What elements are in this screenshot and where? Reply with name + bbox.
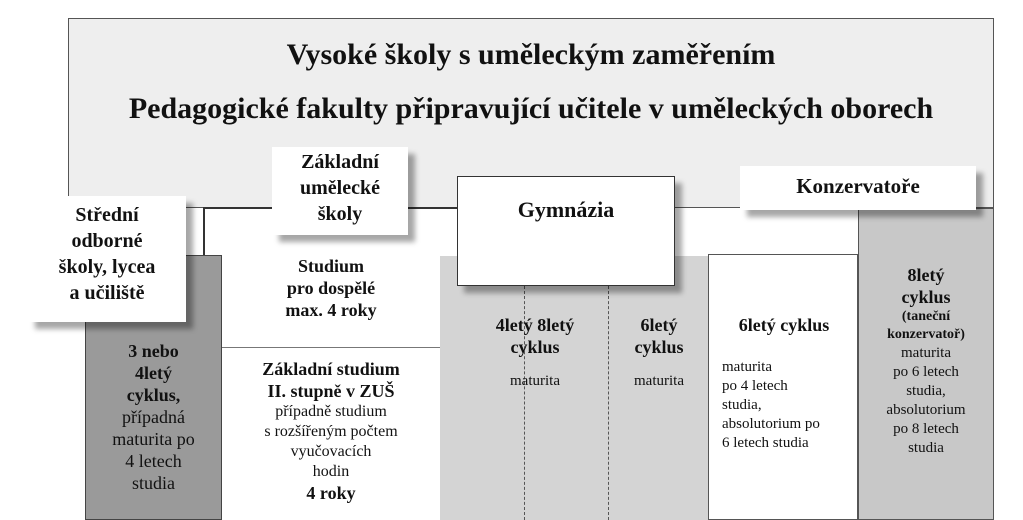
title-pedagogical-faculties: Pedagogické fakulty připravující učitele v uměleckých oborech — [128, 92, 934, 125]
gymnazia-6let: 6letý cyklus maturita — [634, 315, 684, 389]
konzervator-6let-text: maturita po 4 letech studia, absolutorium po 6 letech studia — [722, 359, 820, 451]
title-universities: Vysoké školy s uměleckým zaměřením — [286, 38, 776, 71]
zus-separator — [222, 347, 440, 348]
zus-basic-study: Základní studium II. stupně v ZUŠ případně studium s rozšířeným počtem vyučovacích hodin 4 roky — [262, 359, 400, 503]
zus-label: Základní umělecké školy — [272, 147, 408, 235]
connector-line-vertical — [203, 207, 205, 255]
zus-adult-study: Studium pro dospělé max. 4 roky — [285, 256, 377, 320]
konzervatore-label: Konzervatoře — [740, 166, 976, 210]
gymnazia-label: Gymnázia — [457, 176, 675, 286]
sos-label: Střední odborné školy, lycea a učiliště — [28, 196, 186, 322]
sos-cycle: 3 nebo 4letý cyklus, případná maturita po 4 letech studia — [112, 341, 195, 493]
konzervator-8let: 8letý cyklus (taneční konzervatoř) maturita po 6 letech studia, absolutorium po 8 letech studia — [886, 265, 966, 456]
konzervator-6let-title: 6letý cyklus — [738, 315, 830, 335]
gymnazia-4-8let: 4letý 8letý cyklus maturita — [495, 315, 575, 389]
